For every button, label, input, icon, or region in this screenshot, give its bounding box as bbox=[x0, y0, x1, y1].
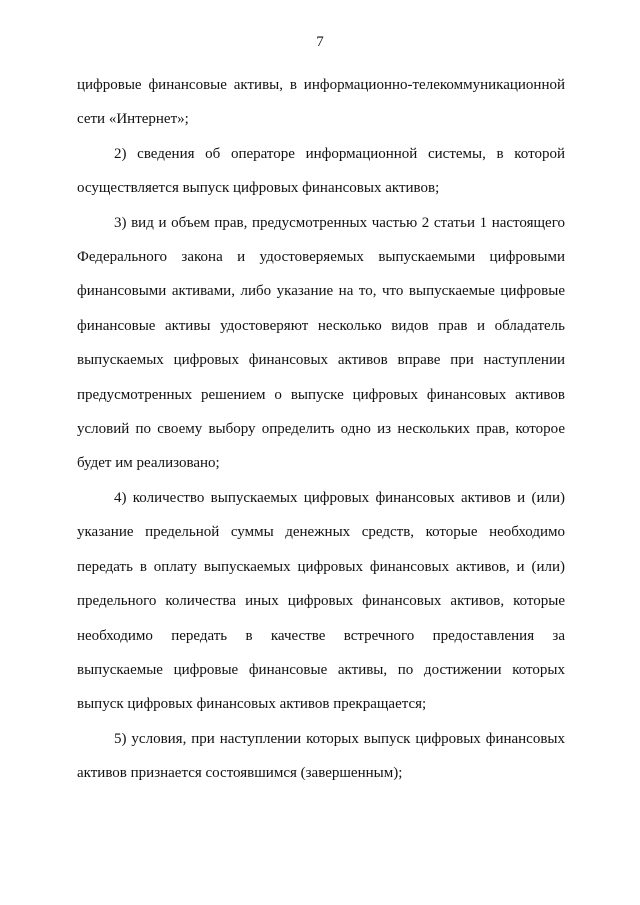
paragraph-item-3: 3) вид и объем прав, предусмотренных частью 2 статьи 1 настоящего Федерального закона и удостоверяемых выпускаемыми цифровыми финансовыми активами, либо указание на то, что выпускаемые цифровые финансовые активы удостоверяют несколько видов прав и обладатель выпускаемых цифровых финансовых активов вправе при наступлении предусмотренных решением о выпуске цифровых финансовых активов условий по своему выбору определить одно из нескольких прав, которое будет им реализовано; bbox=[77, 214, 565, 472]
page-number: 7 bbox=[316, 34, 324, 50]
document-body bbox=[77, 68, 565, 791]
paragraph-item-2: 2) сведения об операторе информационной системы, в которой осуществляется выпуск цифровых финансовых активов; bbox=[77, 145, 565, 197]
paragraph-continuation: цифровые финансовые активы, в информационно-телекоммуникационной сети «Интернет»; bbox=[77, 77, 565, 128]
paragraph-item-5: 5) условия, при наступлении которых выпуск цифровых финансовых активов признается состоявшимся (завершенным); bbox=[77, 730, 565, 782]
paragraph-item-4: 4) количество выпускаемых цифровых финансовых активов и (или) указание предельной суммы денежных средств, которые необходимо передать в оплату выпускаемых цифровых финансовых активов, и (или) предельного количества иных цифровых финансовых активов, которые необходимо передать в качестве встречного предоставления за выпускаемые цифровые финансовые активы, по достижении которых выпуск цифровых финансовых активов прекращается; bbox=[77, 489, 565, 713]
